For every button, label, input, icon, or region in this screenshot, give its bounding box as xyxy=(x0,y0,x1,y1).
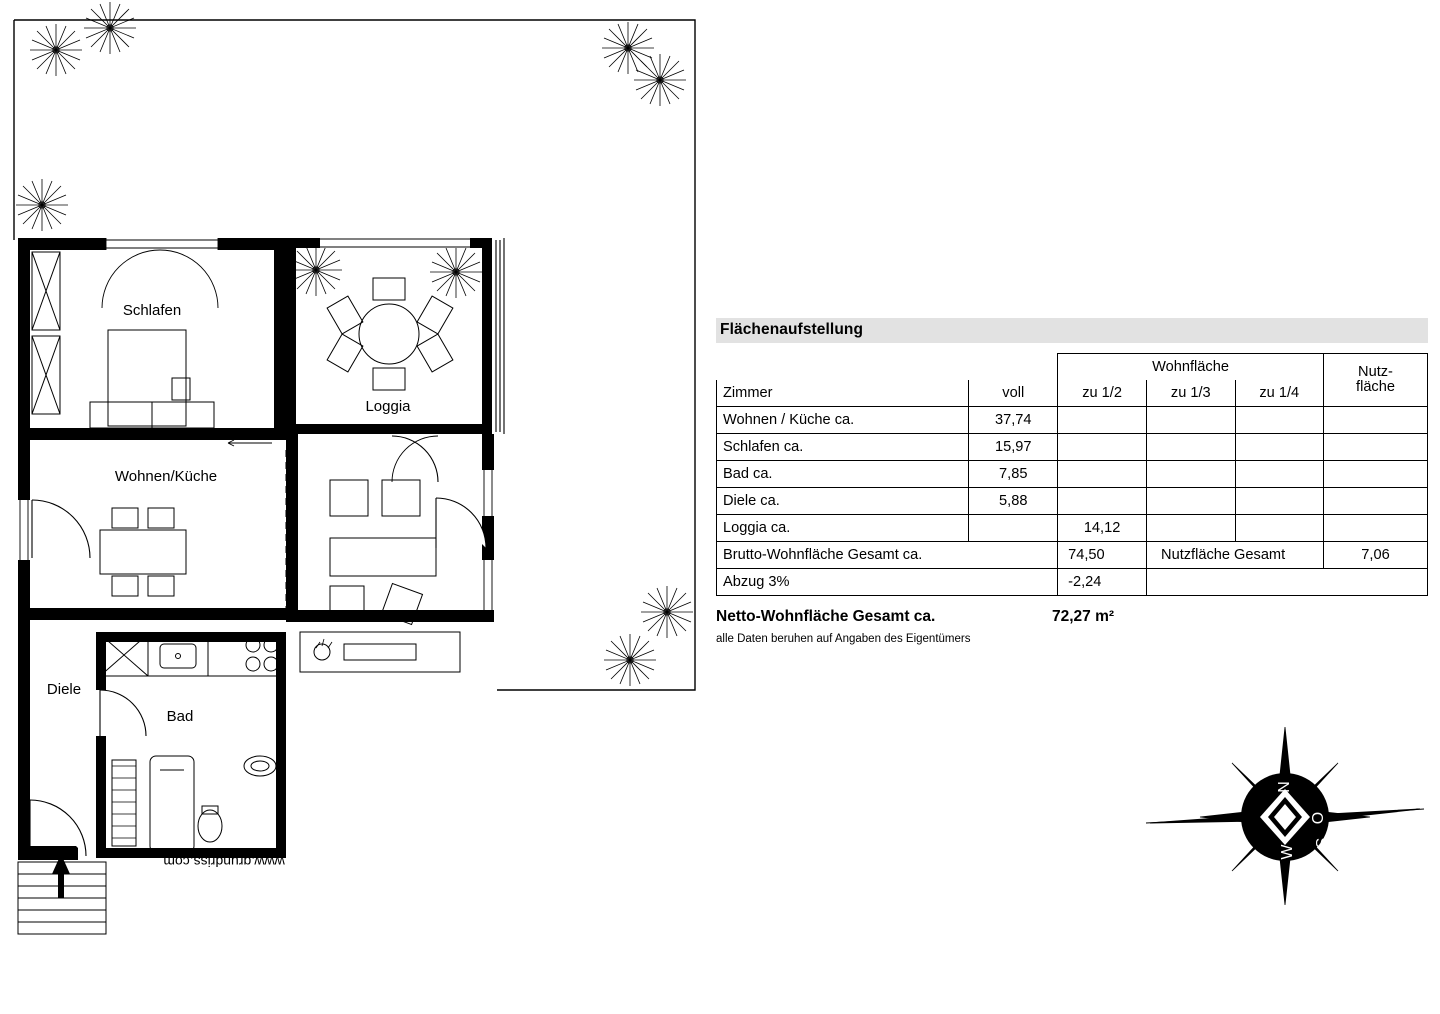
room-label-diele: Diele xyxy=(46,681,82,698)
cell-half xyxy=(1058,488,1147,515)
compass-label-west: W xyxy=(1279,844,1296,860)
compass-label-south: S xyxy=(1314,837,1331,849)
summary-row-brutto xyxy=(717,542,1428,569)
cell-room: Bad ca. xyxy=(717,461,969,488)
area-table-panel xyxy=(716,318,1428,645)
summary-brutto-label: Brutto-Wohnfläche Gesamt ca. xyxy=(717,542,1058,569)
table-row xyxy=(717,434,1428,461)
header-wohnflaeche: Wohnfläche xyxy=(1058,354,1324,381)
area-table-title: Flächenaufstellung xyxy=(716,318,1428,343)
plot-boundary xyxy=(14,20,695,690)
cell-room: Schlafen ca. xyxy=(717,434,969,461)
cell-half xyxy=(1058,461,1147,488)
table-row xyxy=(717,488,1428,515)
header-nutzflaeche-line2: fläche xyxy=(1356,379,1395,395)
room-label-wohnen-kueche: Wohnen/Küche xyxy=(114,468,218,485)
table-header-row xyxy=(717,380,1428,407)
summary-abzug-label: Abzug 3% xyxy=(717,569,1058,596)
cell-nutz xyxy=(1323,434,1427,461)
cell-voll: 7,85 xyxy=(969,461,1058,488)
entrance-stairs xyxy=(18,854,106,934)
summary-abzug-value: -2,24 xyxy=(1058,569,1147,596)
cell-quarter xyxy=(1235,488,1323,515)
header-zimmer: Zimmer xyxy=(717,380,969,407)
compass-rose xyxy=(1140,705,1430,925)
table-row xyxy=(717,515,1428,542)
table-header-row-top xyxy=(717,354,1428,381)
header-spacer xyxy=(717,354,969,381)
cell-nutz xyxy=(1323,461,1427,488)
partition-line xyxy=(228,440,286,608)
room-label-schlafen: Schlafen xyxy=(122,302,182,319)
watermark-text: www.grundriss.com xyxy=(163,854,285,870)
cell-third xyxy=(1147,488,1235,515)
cell-voll: 15,97 xyxy=(969,434,1058,461)
summary-row-abzug xyxy=(717,569,1428,596)
floorplan-drawing xyxy=(0,0,710,960)
cell-third xyxy=(1147,434,1235,461)
header-voll: voll xyxy=(969,380,1058,407)
header-zu-half: zu 1/2 xyxy=(1058,380,1147,407)
cell-third xyxy=(1147,515,1235,542)
room-label-loggia: Loggia xyxy=(365,398,411,415)
net-area-row xyxy=(716,608,1428,626)
header-zu-quarter: zu 1/4 xyxy=(1235,380,1323,407)
compass-label-north: N xyxy=(1276,781,1293,793)
room-label-bad: Bad xyxy=(166,708,194,725)
cell-nutz xyxy=(1323,488,1427,515)
tree-icon xyxy=(16,2,693,686)
disclaimer-note: alle Daten beruhen auf Angaben des Eigentümers xyxy=(716,633,971,645)
loggia-railing xyxy=(496,238,504,434)
cell-voll: 37,74 xyxy=(969,407,1058,434)
table-row xyxy=(717,461,1428,488)
summary-brutto-value: 74,50 xyxy=(1058,542,1147,569)
cell-voll: 5,88 xyxy=(969,488,1058,515)
living-kitchen-furniture xyxy=(100,480,460,676)
table-row xyxy=(717,407,1428,434)
net-area-value: 72,27 m² xyxy=(1052,608,1115,625)
bathroom-fixtures xyxy=(112,756,276,852)
cell-room: Wohnen / Küche ca. xyxy=(717,407,969,434)
net-area-label: Netto-Wohnfläche Gesamt ca. xyxy=(716,608,936,625)
cell-third xyxy=(1147,461,1235,488)
cell-voll xyxy=(969,515,1058,542)
area-table xyxy=(716,353,1428,596)
header-nutzflaeche xyxy=(1323,354,1427,407)
header-nutzflaeche-line1: Nutz- xyxy=(1358,363,1393,380)
cell-half: 14,12 xyxy=(1058,515,1147,542)
cell-third xyxy=(1147,407,1235,434)
cell-quarter xyxy=(1235,461,1323,488)
cell-half xyxy=(1058,407,1147,434)
summary-nutz-label: Nutzfläche Gesamt xyxy=(1147,542,1324,569)
cell-quarter xyxy=(1235,515,1323,542)
summary-spacer xyxy=(1147,569,1428,596)
cell-room: Diele ca. xyxy=(717,488,969,515)
header-spacer-voll xyxy=(969,354,1058,381)
compass-label-east: O xyxy=(1310,811,1327,825)
header-zu-third: zu 1/3 xyxy=(1147,380,1235,407)
loggia-furniture xyxy=(327,278,453,390)
cell-half xyxy=(1058,434,1147,461)
cell-nutz xyxy=(1323,407,1427,434)
cell-room: Loggia ca. xyxy=(717,515,969,542)
cell-nutz xyxy=(1323,515,1427,542)
cell-quarter xyxy=(1235,434,1323,461)
cell-quarter xyxy=(1235,407,1323,434)
summary-nutz-value: 7,06 xyxy=(1323,542,1427,569)
bedroom-furniture xyxy=(32,252,214,428)
